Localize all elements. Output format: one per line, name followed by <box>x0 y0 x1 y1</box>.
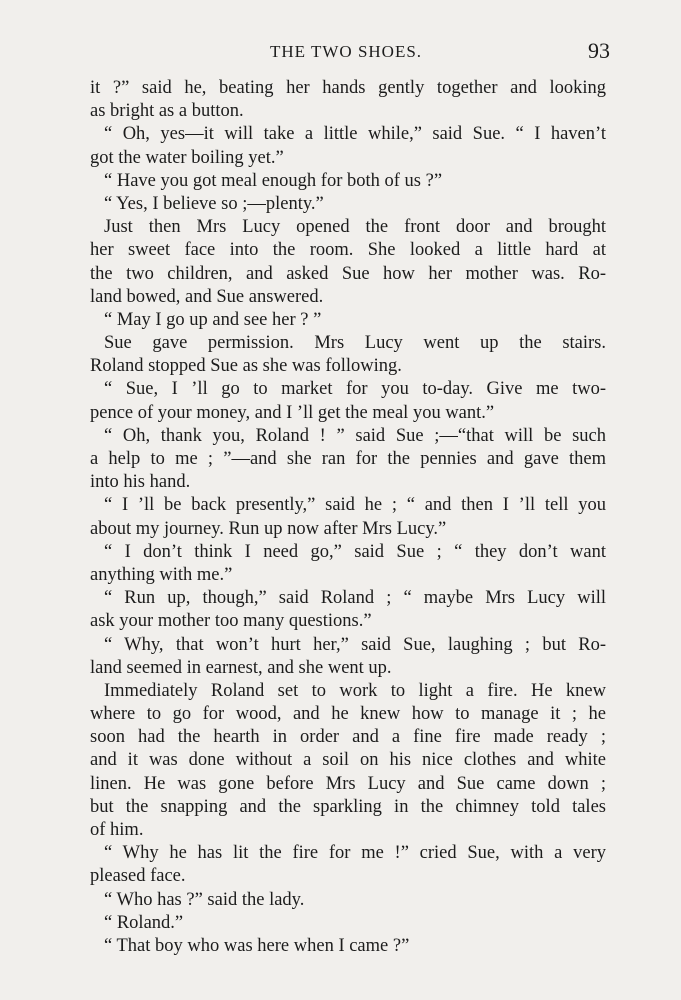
text-line: as bright as a button. <box>90 101 244 122</box>
text-line: linen. He was gone before Mrs Lucy and Sue came down ; <box>90 773 606 794</box>
text-line: about my journey. Run up now after Mrs Lucy.” <box>90 518 447 539</box>
text-line: “ Why he has lit the fire for me !” cried Sue, with a very <box>104 843 606 864</box>
text-line: “ I ’ll be back presently,” said he ; “ and then I ’ll tell you <box>104 495 606 516</box>
text-line: soon had the hearth in order and a fine fire made ready ; <box>90 727 606 748</box>
page-number: 93 <box>588 38 610 63</box>
text-line: land seemed in earnest, and she went up. <box>90 657 392 678</box>
text-line: into his hand. <box>90 472 191 493</box>
text-line: “ Why, that won’t hurt her,” said Sue, laughing ; but Ro- <box>104 634 606 655</box>
text-line: the two children, and asked Sue how her mother was. Ro- <box>90 263 606 284</box>
page-header <box>90 38 610 68</box>
text-line: where to go for wood, and he knew how to manage it ; he <box>90 704 606 725</box>
body-text <box>90 77 606 958</box>
text-line: Just then Mrs Lucy opened the front door and brought <box>104 217 606 238</box>
text-line: but the snapping and the sparkling in the chimney told tales <box>90 796 606 817</box>
text-line: Sue gave permission. Mrs Lucy went up the stairs. <box>104 333 606 354</box>
text-line: got the water boiling yet.” <box>90 147 284 168</box>
text-line: land bowed, and Sue answered. <box>90 286 324 307</box>
text-line: “ Yes, I believe so ;—plenty.” <box>104 193 324 214</box>
text-line: her sweet face into the room. She looked a little hard at <box>90 240 606 261</box>
text-line: Immediately Roland set to work to light a fire. He knew <box>104 680 606 701</box>
running-title: THE TWO SHOES. <box>270 42 423 61</box>
text-line: anything with me.” <box>90 564 233 585</box>
text-line: “ That boy who was here when I came ?” <box>104 935 410 956</box>
text-line: pence of your money, and I ’ll get the meal you want.” <box>90 402 495 423</box>
text-line: pleased face. <box>90 866 186 887</box>
text-line: “ Have you got meal enough for both of us ?” <box>104 170 443 191</box>
text-line: a help to me ; ”—and she ran for the pennies and gave them <box>90 449 606 469</box>
text-line: “ Oh, yes—it will take a little while,” said Sue. “ I haven’t <box>104 124 606 145</box>
text-line: “ I don’t think I need go,” said Sue ; “ they don’t want <box>104 541 606 562</box>
text-line: “ Sue, I ’ll go to market for you to-day. Give me two- <box>104 379 606 400</box>
text-line: Roland stopped Sue as she was following. <box>90 356 402 377</box>
text-line: ask your mother too many questions.” <box>90 611 372 632</box>
text-line: it ?” said he, beating her hands gently together and looking <box>90 78 606 98</box>
text-line: “ May I go up and see her ? ” <box>104 309 322 330</box>
text-line: “ Who has ?” said the lady. <box>104 889 305 910</box>
text-line: of him. <box>90 820 144 840</box>
text-line: “ Oh, thank you, Roland ! ” said Sue ;—“that will be such <box>104 425 606 446</box>
text-line: “ Roland.” <box>104 912 184 933</box>
text-line: “ Run up, though,” said Roland ; “ maybe Mrs Lucy will <box>104 588 606 609</box>
text-line: and it was done without a soil on his nice clothes and white <box>90 750 606 771</box>
